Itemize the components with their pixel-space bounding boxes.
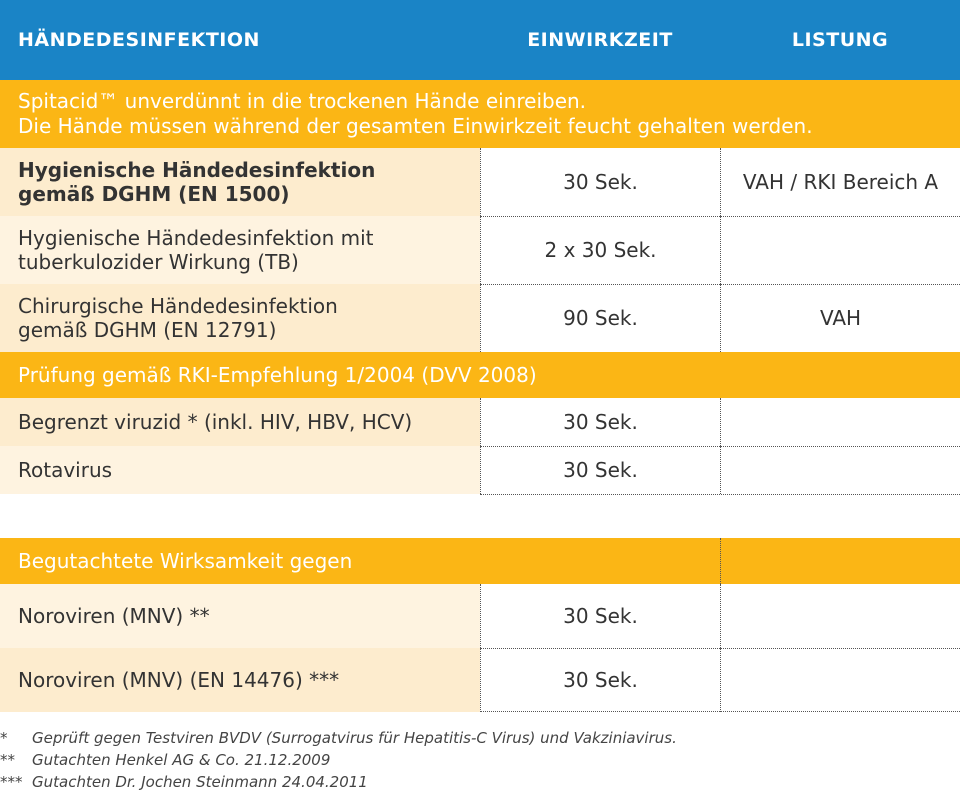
row-listing [720, 216, 960, 284]
row-label: Begrenzt viruzid * (inkl. HIV, HBV, HCV) [0, 398, 480, 446]
row-label-line-2: gemäß DGHM (EN 12791) [18, 318, 277, 342]
row-time: 90 Sek. [480, 284, 720, 352]
row-listing [720, 398, 960, 446]
row-label-line-1: Hygienische Händedesinfektion mit [18, 226, 374, 250]
row-label-line-1: Chirurgische Händedesinfektion [18, 294, 338, 318]
table-row [0, 284, 960, 352]
row-listing [720, 584, 960, 648]
row-label-line-1: Hygienische Händedesinfektion [18, 158, 376, 182]
row-label-line-2: gemäß DGHM (EN 1500) [18, 182, 290, 206]
footnote-text: Gutachten Henkel AG & Co. 21.12.2009 [32, 751, 331, 769]
footnote-text: Gutachten Dr. Jochen Steinmann 24.04.2011 [32, 773, 368, 791]
row-time: 30 Sek. [480, 648, 720, 712]
intro-line-1: Spitacid™ unverdünnt in die trockenen Hände einreiben. [18, 89, 587, 113]
divider [480, 284, 960, 285]
divider [480, 216, 960, 217]
divider [480, 711, 960, 712]
row-label-line-2: tuberkulozider Wirkung (TB) [18, 250, 299, 274]
section-efficacy [0, 538, 960, 584]
row-listing: VAH / RKI Bereich A [720, 148, 960, 216]
intro-line-2: Die Hände müssen während der gesamten Einwirkzeit feucht gehalten werden. [18, 114, 813, 138]
footnote-mark: *** [0, 773, 23, 791]
table-row [0, 446, 960, 494]
section-rki-title: Prüfung gemäß RKI-Empfehlung 1/2004 (DVV 2008) [18, 362, 537, 387]
row-time: 30 Sek. [480, 446, 720, 494]
divider [480, 648, 960, 649]
divider [480, 446, 960, 447]
divider [720, 538, 721, 584]
row-time: 30 Sek. [480, 148, 720, 216]
table-row [0, 398, 960, 446]
divider [480, 494, 960, 495]
header-col-listing: LISTUNG [791, 29, 889, 51]
table-header [0, 0, 960, 80]
footnote-mark: ** [0, 751, 15, 769]
row-label: Rotavirus [0, 446, 480, 494]
table-row [0, 148, 960, 216]
row-listing: VAH [720, 284, 960, 352]
section-rki [0, 352, 960, 398]
header-col-exposure-time: EINWIRKZEIT [527, 29, 673, 51]
header-col-disinfection: HÄNDEDESINFEKTION [18, 29, 260, 51]
row-label: Noroviren (MNV) (EN 14476) *** [0, 648, 480, 712]
row-time: 30 Sek. [480, 584, 720, 648]
table-row [0, 584, 960, 648]
section-efficacy-title: Begutachtete Wirksamkeit gegen [18, 548, 353, 573]
table-row [0, 216, 960, 284]
footnote-text: Geprüft gegen Testviren BVDV (Surrogatvirus für Hepatitis-C Virus) und Vakziniavirus. [32, 729, 677, 747]
table-row [0, 648, 960, 712]
row-label: Noroviren (MNV) ** [0, 584, 480, 648]
row-listing [720, 648, 960, 712]
intro-band [0, 80, 960, 148]
footnote-mark: * [0, 729, 8, 747]
row-listing [720, 446, 960, 494]
row-time: 30 Sek. [480, 398, 720, 446]
row-time: 2 x 30 Sek. [480, 216, 720, 284]
